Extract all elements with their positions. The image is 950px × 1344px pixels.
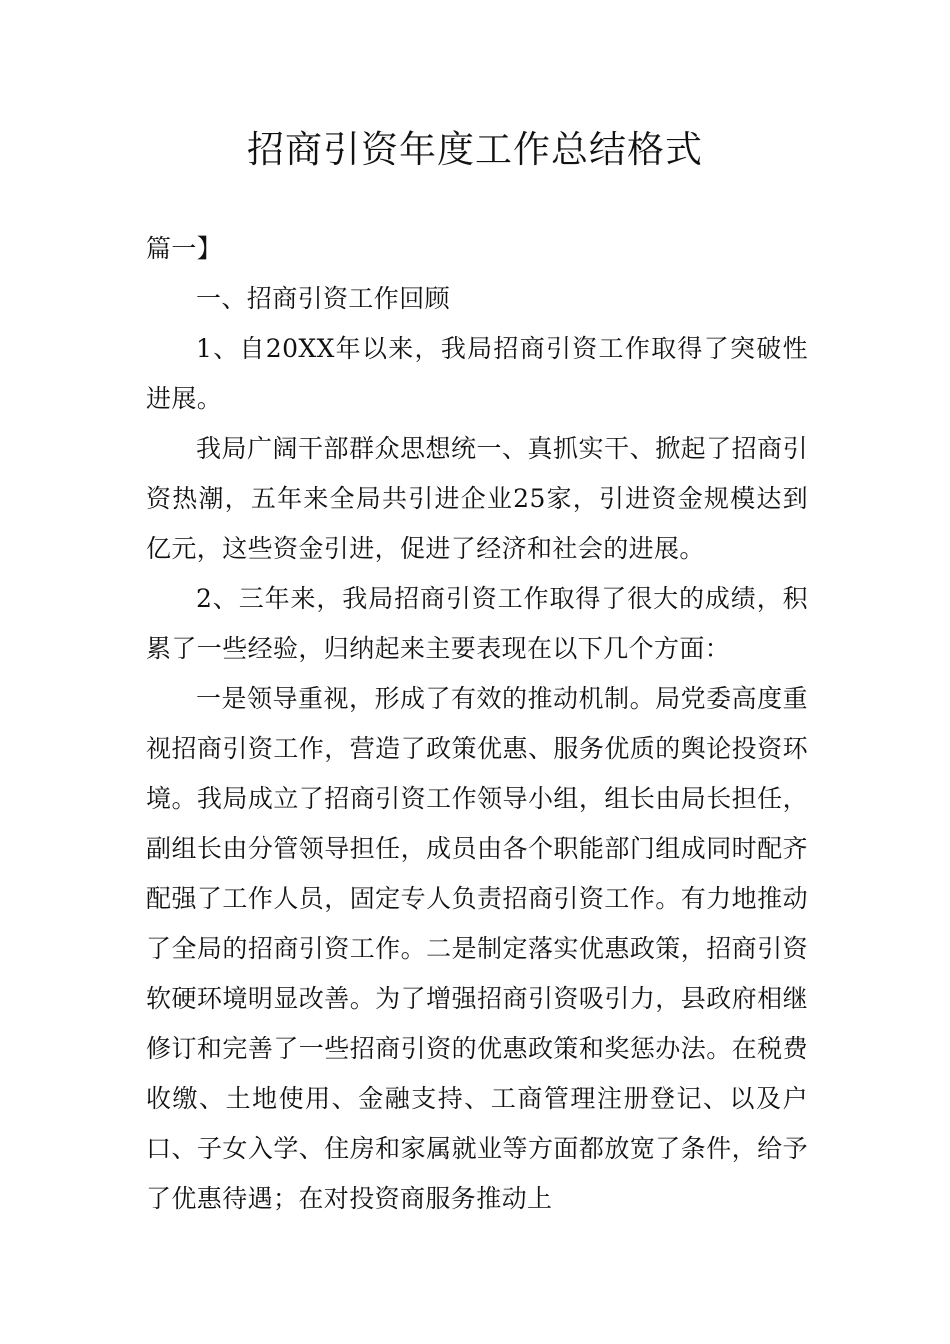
section-label: 篇一】 [146,234,223,263]
document-title: 招商引资年度工作总结格式 [247,128,703,171]
paragraph-4: 一是领导重视，形成了有效的推动机制。局党委高度重视招商引资工作，营造了政策优惠、服务优质的舆论投资环境。我局成立了招商引资工作领导小组，组长由局长担任，副组长由分管领导担任，成员由各个职能部门组成同时配齐配强了工作人员，固定专人负责招商引资工作。有力地推动了全局的招商引资工作。二是制定落实优惠政策，招商引资软硬环境明显改善。为了增强招商引资吸引力，县政府相继修订和完善了一些招商引资的优惠政策和奖惩办法。在税费收缴、土地使用、金融支持、工商管理注册登记、以及户口、子女入学、住房和家属就业等方面都放宽了条件，给予了优惠待遇；在对投资商服务推动上 [146,684,808,1213]
paragraph-3: 2、三年来，我局招商引资工作取得了很大的成绩，积累了一些经验，归纳起来主要表现在以下几个方面： [146,584,808,663]
heading-work-review: 一、招商引资工作回顾 [196,284,451,313]
document-body [146,224,808,1224]
paragraph-1: 1、自20XX年以来，我局招商引资工作取得了突破性进展。 [146,334,808,413]
paragraph-2: 我局广阔干部群众思想统一、真抓实干、掀起了招商引资热潮，五年来全局共引进企业25家，引进资金规模达到亿元，这些资金引进，促进了经济和社会的进展。 [146,434,808,563]
